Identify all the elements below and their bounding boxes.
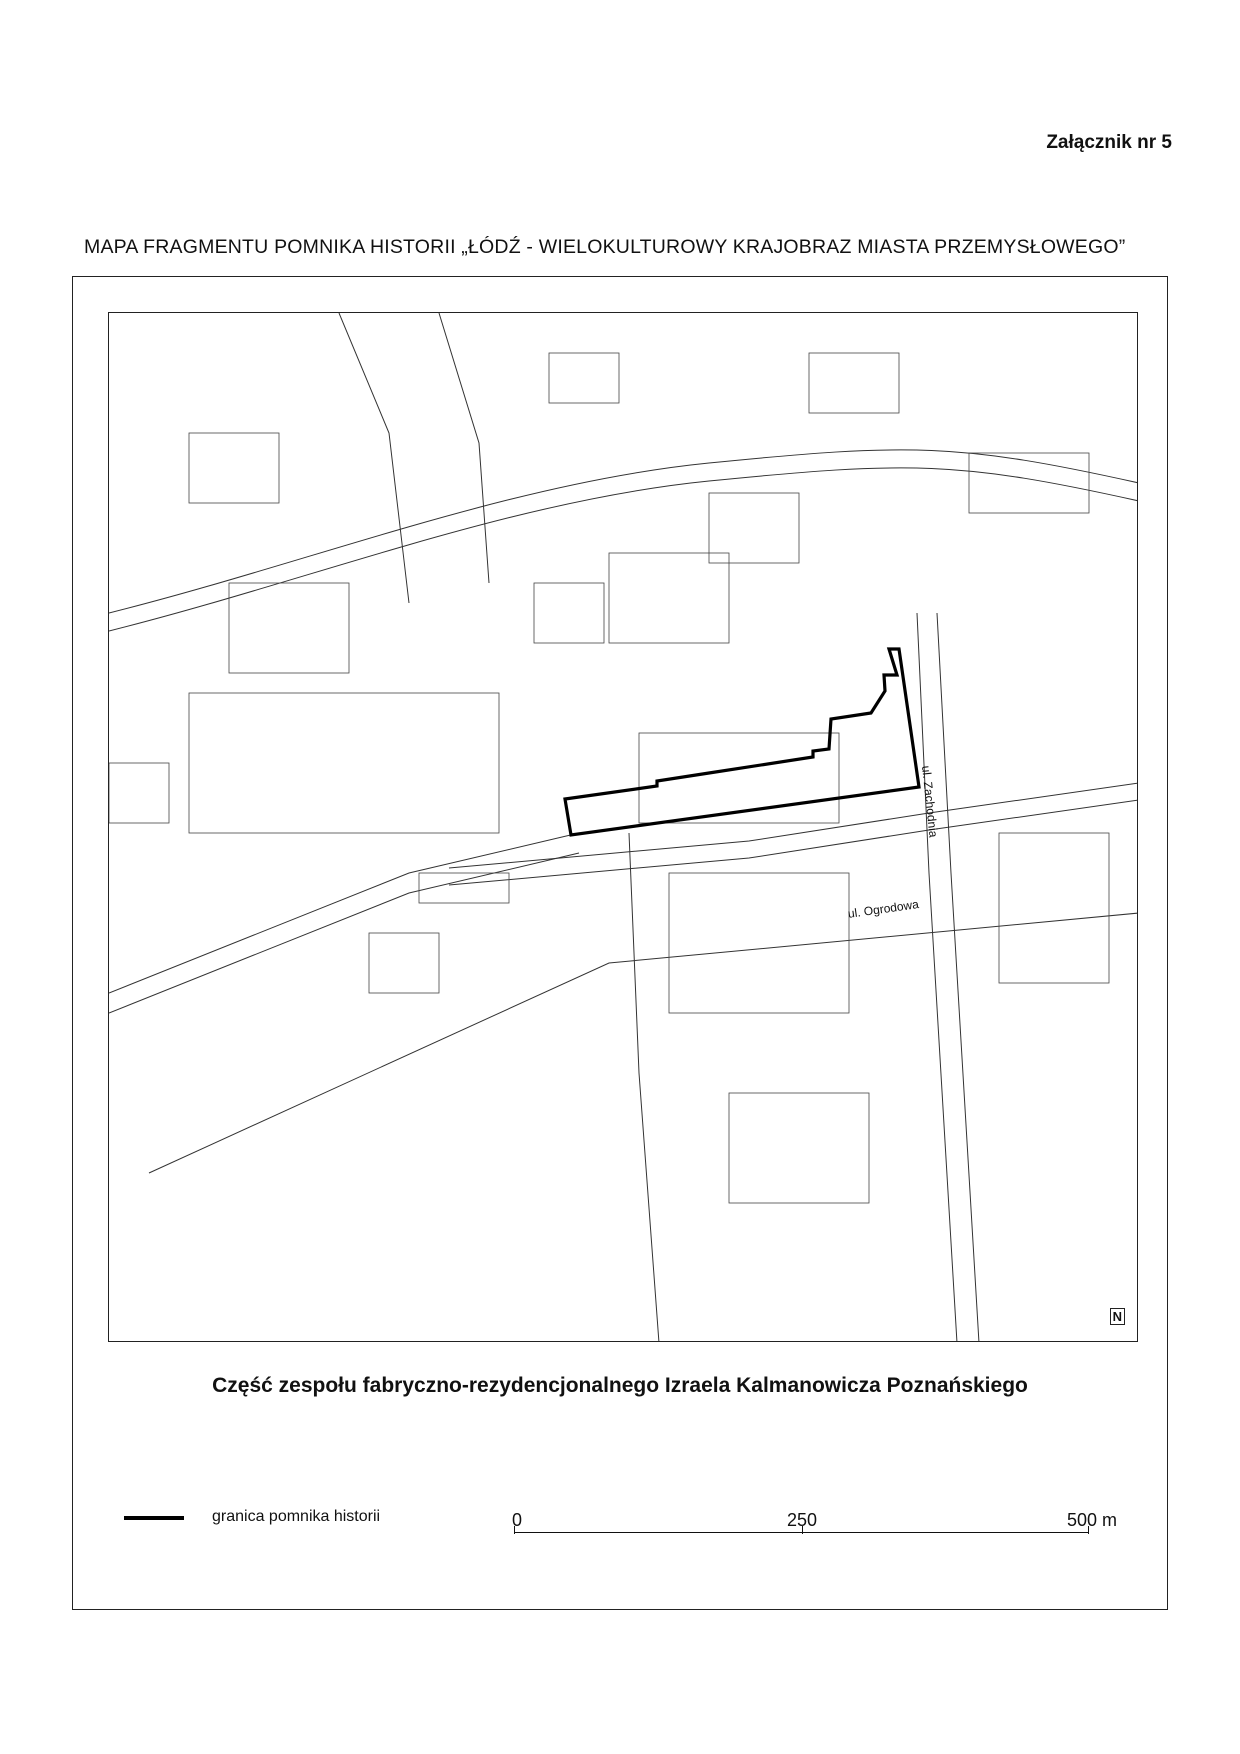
building (609, 553, 729, 643)
scale-label-start: 0 (512, 1510, 523, 1530)
map-caption: Część zespołu fabryczno-rezydencjonalnego Izraela Kalmanowicza Poznańskiego (212, 1374, 1028, 1397)
north-arrow-icon: N (1110, 1308, 1125, 1325)
building (189, 693, 499, 833)
building (549, 353, 619, 403)
map-view[interactable] (108, 312, 1138, 1342)
heritage-boundary (565, 649, 919, 835)
building (109, 763, 169, 823)
map-title: MAPA FRAGMENTU POMNIKA HISTORII „ŁÓDŹ - WIELOKULTUROWY KRAJOBRAZ MIASTA PRZEMYSŁOWEGO” (84, 236, 1126, 258)
building (709, 493, 799, 563)
building (189, 433, 279, 503)
street-north-vertical (339, 313, 409, 603)
building (369, 933, 439, 993)
street-ogrodowa-line (449, 783, 1138, 868)
street-lower-diagonal-edge (109, 853, 579, 1013)
building (229, 583, 349, 673)
street-lower-diagonal (109, 833, 579, 993)
legend-boundary-line (124, 1516, 184, 1520)
street-north-vertical-2 (439, 313, 489, 583)
scale-label-end: 500 m (1067, 1510, 1118, 1530)
annex-number: Załącznik nr 5 (1046, 132, 1172, 153)
map-drawing (109, 313, 1138, 1342)
street-zachodnia-line (917, 613, 957, 1342)
building (419, 873, 509, 903)
building (999, 833, 1109, 983)
street-ogrodowa-edge (449, 800, 1138, 885)
building (969, 453, 1089, 513)
building (729, 1093, 869, 1203)
street-label-zachodnia: ul. Zachodnia (919, 765, 941, 839)
street-central-vertical (629, 833, 659, 1342)
scale-bar (512, 1510, 1118, 1540)
building (809, 353, 899, 413)
scale-label-middle: 250 (787, 1510, 818, 1530)
street-upper-diagonal (109, 450, 1138, 613)
building (534, 583, 604, 643)
street-zachodnia-edge (937, 613, 979, 1342)
street-label-ogrodowa: ul. Ogrodowa (847, 897, 920, 921)
legend-boundary-label: granica pomnika historii (212, 1508, 381, 1525)
street-upper-diagonal-edge (109, 468, 1138, 631)
